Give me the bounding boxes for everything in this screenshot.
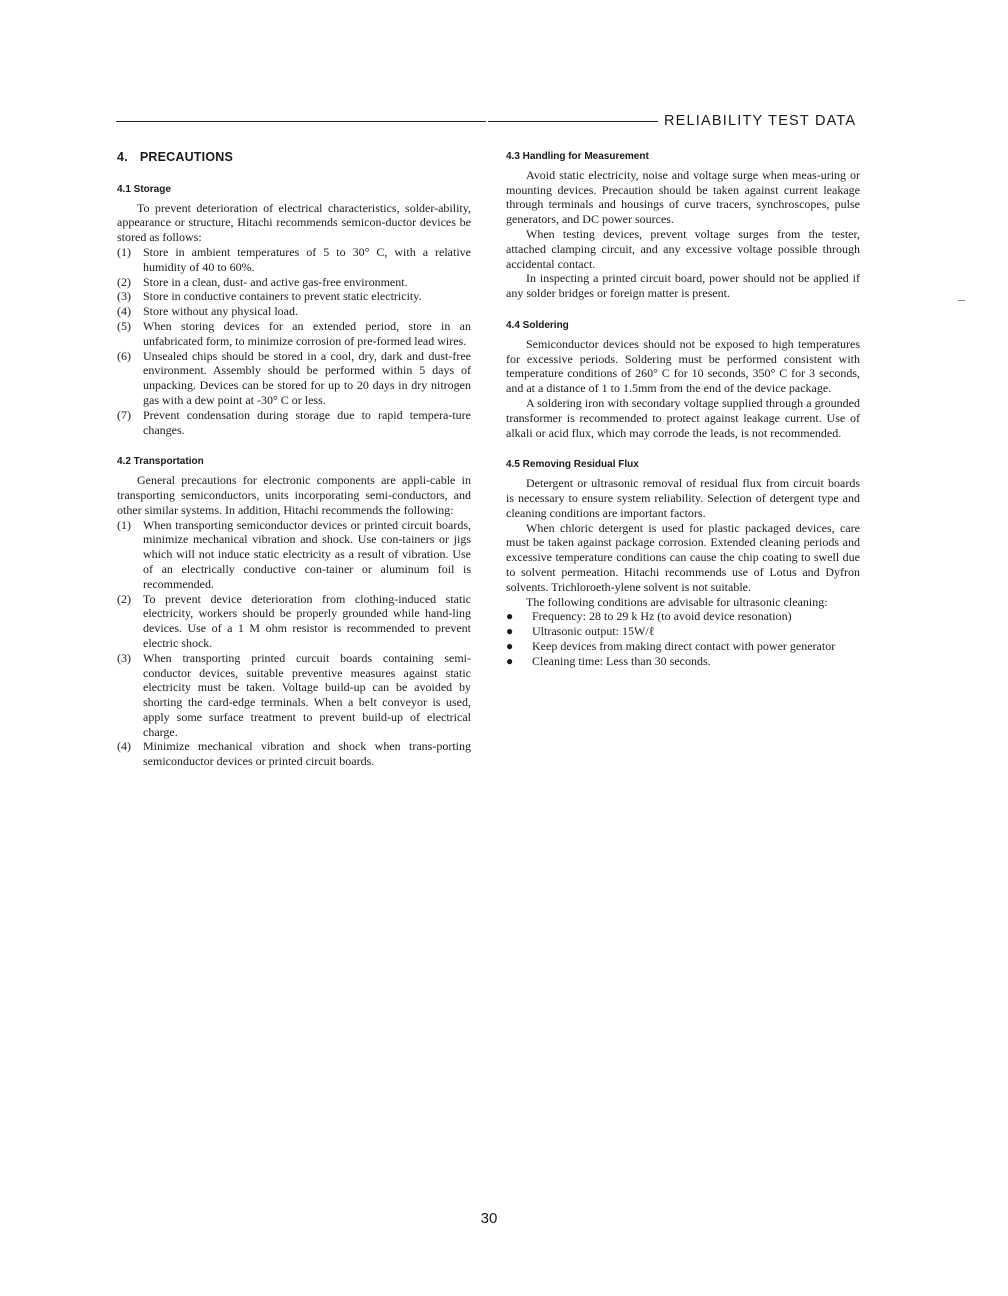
section-number: 4. — [117, 150, 128, 164]
transportation-list — [117, 518, 471, 770]
right-column — [506, 150, 860, 669]
header-rule — [488, 121, 658, 122]
list-item: (2) Store in a clean, dust- and active gas-free environment. — [117, 274, 408, 289]
soldering-heading: 4.4 Soldering — [506, 319, 569, 331]
list-item: (3) Store in conductive containers to prevent static electricity. — [117, 289, 422, 304]
list-item: (4) Minimize mechanical vibration and shock when trans-porting semiconductor devices or printed circuit boards. — [117, 739, 471, 769]
bullet-icon: ● — [506, 609, 514, 624]
list-item: ● Keep devices from making direct contact with power generator — [506, 638, 836, 653]
paragraph: Avoid static electricity, noise and voltage surge when meas-uring or mounting devices. Precaution should be taken against current leakage through terminals and housings of curve tracers, synchroscopes, pulse generators, and DC power sources. — [506, 167, 860, 227]
list-item: (1) When transporting semiconductor devices or printed circuit boards, minimize mechanical vibration and shock. Use con-tainers or jigs which will not induce static electricity as a result of vibration. Use of an electrically conductive con-tainer or aluminum foil is recommended. — [117, 517, 471, 591]
list-item: ● Cleaning time: Less than 30 seconds. — [506, 653, 711, 668]
paragraph: A soldering iron with secondary voltage supplied through a grounded transformer is recommended to protect against leakage current. Use of alkali or acid flux, which may corrode the leads, is not recommended. — [506, 395, 860, 440]
list-item: ● Ultrasonic output: 15W/ℓ — [506, 624, 655, 639]
list-item: (1) Store in ambient temperatures of 5 to 30° C, with a relative humidity of 40 to 60%. — [117, 244, 471, 274]
paragraph: The following conditions are advisable for ultrasonic cleaning: — [526, 594, 828, 609]
paragraph: When chloric detergent is used for plastic packaged devices, care must be taken against package corrosion. Extended cleaning periods and excessive temperature conditions can cause the chip coating to swell due to solvent permeation. Hitachi recommends use of Lotus and Dyfron solvents. Trichloroeth-ylene solvent is not suitable. — [506, 520, 860, 594]
bullet-icon: ● — [506, 638, 514, 653]
transportation-intro: General precautions for electronic components are appli-cable in transporting semiconductors, units incorporating semi-conductors, and other similar systems. In addition, Hitachi recommends the following: — [117, 473, 471, 517]
section-heading — [117, 150, 471, 165]
list-item: (6) Unsealed chips should be stored in a cool, dry, dark and dust-free environment. Assembly should be performed within 5 days of unpacking. Devices can be stored for up to 20 days in dry nitrogen gas with a dew point at -30° C or less. — [117, 348, 471, 407]
bullet-icon: ● — [506, 624, 514, 639]
paragraph: When testing devices, prevent voltage surges from the tester, attached clamping circuit, and any excessive voltage possible through accidental contact. — [506, 226, 860, 271]
paragraph: Detergent or ultrasonic removal of residual flux from circuit boards is necessary to ensure system reliability. Selection of detergent type and cleaning conditions are important factors. — [506, 476, 860, 520]
margin-mark — [958, 300, 965, 301]
transportation-heading: 4.2 Transportation — [117, 456, 204, 468]
list-item: (5) When storing devices for an extended period, store in an unfabricated form, to minimize corrosion of pre-formed lead wires. — [117, 318, 471, 348]
flux-heading: 4.5 Removing Residual Flux — [506, 459, 639, 471]
list-item: (3) When transporting printed curcuit boards containing semi-conductor devices, suitable preventive measures against static electricity must be taken. Voltage build-up can be avoided by shorting the card-edge terminals. When a belt conveyor is used, apply some surface treatment to prevent build-up of electrical charge. — [117, 650, 471, 739]
storage-heading: 4.1 Storage — [117, 183, 171, 195]
list-item: ● Frequency: 28 to 29 k Hz (to avoid device resonation) — [506, 609, 792, 624]
list-item: (2) To prevent device deterioration from clothing-induced static electricity, workers should be properly grounded while hand-ling devices. Use of a 1 M ohm resistor is recommended to prevent electric shock. — [117, 591, 471, 650]
measurement-heading: 4.3 Handling for Measurement — [506, 151, 649, 162]
page-number: 30 — [480, 1210, 498, 1227]
paragraph: In inspecting a printed circuit board, power should not be applied if any solder bridges or foreign matter is present. — [506, 271, 860, 301]
storage-list — [117, 245, 471, 437]
left-column — [117, 150, 471, 769]
storage-intro: To prevent deterioration of electrical characteristics, solder-ability, appearance or structure, Hitachi recommends semicon-ductor devices be stored as follows: — [117, 200, 471, 245]
paragraph: Semiconductor devices should not be exposed to high temperatures for excessive periods. Soldering must be performed consistent with temperature conditions of 260° C for 10 seconds, 350° C for 3 seconds, and at a distance of 1 to 1.5mm from the end of the device package. — [506, 336, 860, 396]
running-header: RELIABILITY TEST DATA — [664, 113, 857, 129]
header-rule — [116, 121, 486, 122]
cleaning-conditions-list — [506, 609, 860, 668]
list-item: (7) Prevent condensation during storage due to rapid tempera-ture changes. — [117, 407, 471, 437]
section-title: PRECAUTIONS — [139, 150, 234, 164]
bullet-icon: ● — [506, 653, 514, 668]
list-item: (4) Store without any physical load. — [117, 304, 298, 319]
